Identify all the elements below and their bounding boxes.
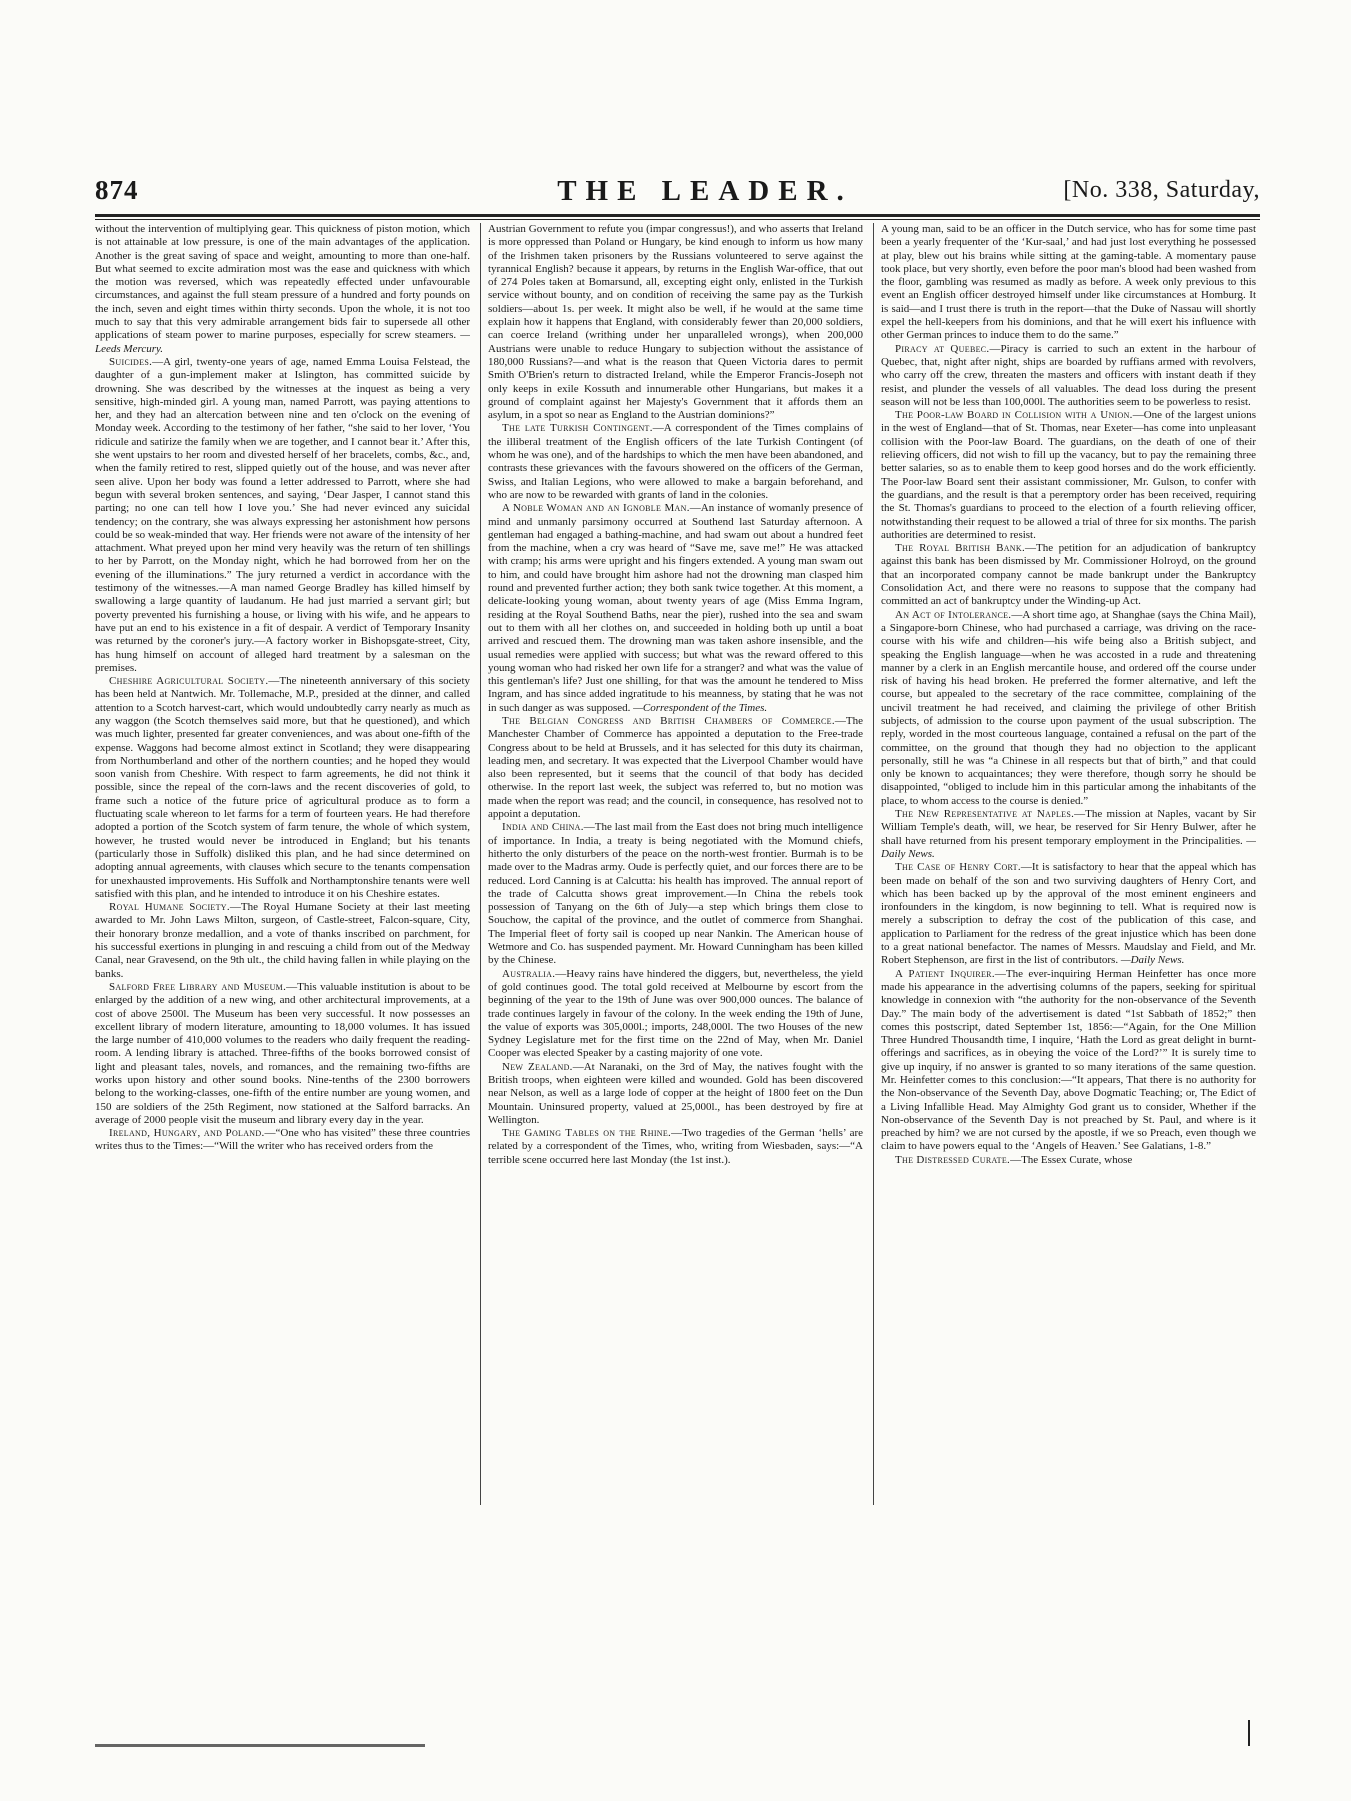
article-heading: A Noble Woman and an Ignoble Man.	[502, 502, 690, 515]
article-body: —At Naranaki, on the 3rd of May, the natives fought with the British troops, when eighteen were killed and wounded. Gold has been discovered near Nelson, as well as a large lode of copper at the height of 1800 feet on the Dun Mountain. Uninsured property, valued at 25,000l., has been destroyed by fire at Wellington.	[488, 1060, 863, 1126]
article-heading: The Gaming Tables on the Rhine.	[502, 1127, 672, 1140]
article-body: —An instance of womanly presence of mind and unmanly parsimony occurred at Southend last Saturday afternoon. A gentleman had engaged a bathing-machine, and had swam out about a hundred feet from the machine, when a cry was heard of “Save me, save me!” He was attacked with cramp; his arms were upright and his fingers extended. A young man swam out to him, and could have brought him ashore had not the drowning man clasped him round and prevented further action; they both sank twice together. At this moment, a delicate-looking young woman, about twenty years of age (Miss Emma Ingram, residing at the Royal Southend Baths, near the pier), rushed into the sea and swam out to them with all her clothes on, and succeeded in holding both up until a boat arrived and rescued them. The drowning man was taken ashore insensible, and the usual remedies were applied with success; but what was the reward offered to this young woman who had risked her own life for a stranger? and what was the value of this gentleman's life? Just one shilling, for that was the amount he tendered to Miss Ingram, and has since added ingratitude to his meanness, by stating that he was not in such danger as was supposed.	[488, 502, 863, 714]
article-source: —Correspondent of the Times.	[633, 701, 768, 714]
article-paragraph	[488, 715, 863, 821]
article-paragraph	[95, 981, 470, 1127]
article-heading: Royal Humane Society.	[109, 901, 230, 914]
column-divider	[480, 223, 481, 1505]
article-body: —A girl, twenty-one years of age, named Emma Louisa Felstead, the daughter of a gun-implement maker at Islington, has committed suicide by drowning. She was described by the witnesses at the inquest as being a very sensitive, high-minded girl. A young man, named Parrott, was paying attentions to her, and they had an altercation between nine and ten o'clock on the evening of Monday week. According to the testimony of her father, “she said to her lover, ‘You ridicule and satirize the family when we are together, and I cannot bear it.’ After this, she went upstairs to her room and divested herself of her bracelets, combs, &c., and, when the family retired to rest, slipped quietly out of the house, and was never after seen alive. Upon her body was found a letter addressed to Parrott, where she had begun with several broken sentences, and saying, ‘Dear Jasper, I cannot stand this parting; no one can tell how I love you.’ She had never evinced any suicidal tendency; on the contrary, she was always expressing her astonishment how persons could be so weak-minded that way. Her friends were not aware of the intensity of her attachment. What preyed upon her mind very heavily was the return of ten shillings to her by Parrott, on the Monday night, which he had borrowed from her on the evening of the illuminations.” The jury returned a verdict in accordance with the testimony of the witnesses.—A man named George Bradley has killed himself by swallowing a large quantity of laudanum. He had just married a servant girl; but poverty prevented his furnishing a house, or living with his wife, and he appears to have put an end to his existence in a fit of despair. A verdict of Temporary Insanity was returned by the coroner's jury.—A factory worker in Bishopsgate-street, City, has hung himself on account of alleged hard treatment by a salesman on the premises.	[95, 355, 470, 674]
article-heading: The Case of Henry Cort.	[895, 861, 1021, 874]
article-body: —The petition for an adjudication of bankruptcy against this bank has been dismissed by Mr. Commissioner Holroyd, on the ground that an incorporated company cannot be made bankrupt under the Bankruptcy Consolidation Act, and there were no reasons to suppose that the company had committed an act of bankruptcy under the Winding-up Act.	[881, 542, 1256, 608]
article-body: —One of the largest unions in the west of England—that of St. Thomas, near Exeter—has come into unpleasant collision with the Poor-law Board. The guardians, on the death of one of their relieving officers, did not wish to fill up the vacancy, but to pay the remaining three better salaries, so as to enable them to keep good horses and do the work efficiently. The Poor-law Board sent their assistant commissioner, Mr. Gulson, to confer with the guardians, and the result is that a peremptory order has been received, requiring the St. Thomas's guardians to proceed to the election of a fourth relieving officer, notwithstanding their request to be allowed a trial of three for six months. The parish authorities are determined to resist.	[881, 409, 1256, 541]
article-paragraph	[488, 1061, 863, 1127]
article-paragraph	[881, 409, 1256, 542]
article-heading: Piracy at Quebec.	[895, 342, 990, 355]
article-body: —A short time ago, at Shanghae (says the China Mail), a Singapore-born Chinese, who had purchased a carriage, was driving on the race-course with his wife and children—his wife being also a British subject, and speaking the English language—when he was accosted in a rude and threatening manner by a clerk in an English mercantile house, and ordered off the course under risk of having his head broken. He preferred the former alternative, and left the course, but appealed to the secretary of the race committee, complaining of the uncivil treatment he had received, and claiming the privilege of other British subjects, of admission to the course upon payment of the usual subscription. The reply, worded in the most courteous language, contained a refusal on the part of the committee, on the ground that though they had no objection to the applicant personally, still he was “a Chinese in all respects but that of birth,” and that could only be known to acquaintances; they were therefore, though sorry he should be disappointed, “obliged to include him in this particular among the inhabitants of the place, to whom access to the course is denied.”	[881, 608, 1256, 807]
article-heading: Suicides.	[109, 355, 153, 368]
article-body: —It is satisfactory to hear that the appeal which has been made on behalf of the son and two surviving daughters of Henry Cort, and which has been backed up by the approval of the most eminent engineers and ironfounders in the kingdom, is now beginning to tell. What is required now is merely a subscription to defray the cost of the publication of this case, and application to Parliament for the redress of the great injustice which has been done to a great national benefactor. The names of Messrs. Maudslay and Field, and Mr. Robert Stephenson, are first in the list of contributors.	[881, 861, 1256, 967]
article-body: —The Royal Humane Society at their last meeting awarded to Mr. John Laws Milton, surgeon, of Castle-street, Falcon-square, City, their honorary bronze medallion, and a vote of thanks inscribed on parchment, for his successful exertions in plunging in and rescuing a child from out of the Medway Canal, near Gravesend, on the 9th ult., the child having fallen in while playing on the banks.	[95, 901, 470, 980]
article-heading: A Patient Inquirer.	[895, 967, 995, 980]
article-paragraph	[881, 223, 1256, 343]
page-number: 874	[95, 175, 139, 205]
article-body: —Heavy rains have hindered the diggers, but, nevertheless, the yield of gold continues good. The total gold received at Melbourne by escort from the beginning of the year to the 19th of June was over 900,000 ounces. The balance of trade continues largely in favour of the colony. In the week ending the 19th of June, the value of exports was 305,000l.; imports, 248,000l. The two Houses of the new Sydney Legislature met for the first time on the 22nd of May, when Mr. Daniel Cooper was elected Speaker by a casting majority of one vote.	[488, 967, 863, 1060]
article-heading: The late Turkish Contingent.	[502, 422, 653, 435]
article-paragraph	[881, 861, 1256, 967]
article-source: —Daily News.	[881, 834, 1256, 860]
article-paragraph	[881, 609, 1256, 808]
article-body: —The Manchester Chamber of Commerce has appointed a deputation to the Free-trade Congress about to be held at Brussels, and it has selected for this duty its chairman, leading men, and secretary. It was expected that the Liverpool Chamber would have also been represented, but it seems that the council of that body has decided otherwise. In the report last week, the subject was referred to, but no motion was made when the report was read; and the council, in consequence, has resolved not to appoint a deputation.	[488, 714, 863, 821]
article-paragraph	[881, 542, 1256, 608]
article-heading: The Poor-law Board in Collision with a Union.	[895, 409, 1133, 422]
article-paragraph	[95, 356, 470, 675]
header-rule-thin	[95, 219, 1260, 220]
article-body: —This valuable institution is about to be enlarged by the addition of a new wing, and other architectural improvements, at a cost of above 2500l. The Museum has been very successful. It now possesses an excellent library of modern literature, amounting to 18,000 volumes. It has issued the large number of 410,000 volumes to the readers who daily frequent the reading-room. A lending library is attached. Three-fifths of the books borrowed consist of light and pleasant tales, novels, and romances, and the remaining two-fifths are works upon history and other sound books. Nine-tenths of the 2300 borrowers belong to the working-classes, one-fifth of the entire number are young women, and 150 are soldiers of the 25th Regiment, now stationed at the Salford barracks. An average of 2000 people visit the museum and library every day in the year.	[95, 980, 470, 1126]
column-divider	[873, 223, 874, 1505]
article-paragraph	[488, 502, 863, 715]
page-header	[95, 175, 1260, 209]
article-body: —The last mail from the East does not bring much intelligence of importance. In India, a treaty is being negotiated with the Momund chiefs, hitherto the only disturbers of the peace on the north-west frontier. Burmah is to be made over to the Madras army. Oude is perfectly quiet, and our forces there are to be reduced. Lord Canning is at Calcutta: his health has improved. The annual report of the trade of Calcutta shows great improvement.—In China the rebels took possession of Tanyang on the 6th of July—a step which brings them close to Souchow, the capital of the province, and the outlet of commerce from Shanghai. The Imperial fleet of forty sail is cooped up near Nankin. The American house of Wetmore and Co. has suspended payment. Mr. Howard Cunningham has been killed by the Chinese.	[488, 821, 863, 967]
article-body: without the intervention of multiplying gear. This quickness of piston motion, which is not attainable at low pressure, is one of the main advantages of the application. Another is the great saving of space and weight, amounting to more than one-half. But what seemed to excite admiration most was the ease and quickness with which the motion was reversed, which was repeatedly effected under unfavourable circumstances, and against the full steam pressure of a hundred and forty pounds on the inch, seven and eight times within thirty seconds. Upon the whole, it is not too much to say that this very admirable arrangement bids fair to supersede all other applications of steam power to marine purposes, especially for screw steamers.	[95, 223, 470, 342]
article-body: —The mission at Naples, vacant by Sir William Temple's death, will, we hear, be reserved for Sir Henry Bulwer, after he shall have returned from his present temporary employment in the Principalities.	[881, 808, 1256, 847]
article-paragraph	[95, 223, 470, 356]
article-paragraph	[95, 675, 470, 901]
article-paragraph	[881, 968, 1256, 1154]
article-heading: Cheshire Agricultural Society.	[109, 675, 269, 688]
article-source: —Leeds Mercury.	[95, 329, 470, 355]
article-paragraph	[95, 1127, 470, 1154]
article-heading: Ireland, Hungary, and Poland.	[109, 1127, 265, 1140]
article-paragraph	[95, 901, 470, 981]
header-rule-thick	[95, 214, 1260, 217]
article-body: —“One who has visited” these three countries writes thus to the Times:—“Will the writer who has received orders from the	[95, 1127, 470, 1153]
article-paragraph	[488, 223, 863, 422]
article-heading: India and China.	[502, 821, 584, 834]
article-heading: Salford Free Library and Museum.	[109, 980, 287, 993]
article-heading: Australia.	[502, 967, 556, 980]
article-body: —A correspondent of the Times complains of the illiberal treatment of the English officers of the late Turkish Contingent (of whom he was one), and of the hardships to which the men have been abandoned, and contrasts these grievances with the favours showered on the officers of the German, Swiss, and Italian Legions, who were allowed to make a bargain beforehand, and who are now to be rewarded with grants of land in the colonies.	[488, 422, 863, 501]
margin-mark	[1248, 1720, 1250, 1746]
article-body: —The nineteenth anniversary of this society has been held at Nantwich. Mr. Tollemache, M.P., presided at the dinner, and called attention to a Scotch harvest-cart, which would undoubtedly carry nearly as much as any waggon (the Scotch themselves said more, but that he questioned), and which was much lighter, presented far greater conveniences, and was about one-fifth of the expense. Waggons had become almost extinct in Scotland; they were disappearing from Northumberland and other of the northern counties; and he hoped they would soon vanish from Cheshire. With respect to farm agreements, he did not think it possible, since the repeal of the corn-laws and the recent discoveries of gold, to frame such a notice of the future price of agricultural produce as to form a fluctuating scale whereon to let farms for a term of fourteen years. He had therefore adopted a portion of the Scotch system of farm tenure, the whole of which system, however, he trusted would never be introduced in England; but his tenants (particularly those in Suffolk) disliked this plan, and he had since determined on adopting annual agreements, with clauses which secure to the tenants compensation for unexhausted improvements. His Suffolk and Northamptonshire tenants were well satisfied with this plan, and he intended to introduce it on his Cheshire estates.	[95, 675, 470, 900]
article-paragraph	[881, 1154, 1256, 1167]
article-source: —Daily News.	[1120, 954, 1185, 967]
article-body: A young man, said to be an officer in the Dutch service, who has for some time past been a yearly frequenter of the ‘Kur-saal,’ and had just lost everything he possessed at play, blew out his brains while sitting at the gaming-table. A momentary pause took place, but very shortly, even before the poor man's blood had been washed from the floor, gambling was resumed as madly as before. A week only previous to this event an English officer destroyed himself under like circumstances at Homburg. It is said—and I trust there is truth in the report—that the Duke of Nassau will shortly expel the hell-keepers from his dominions, and that he will exert his influence with other German princes to induce them to do the same.”	[881, 223, 1256, 342]
article-paragraph	[881, 808, 1256, 861]
column-1	[95, 223, 470, 1505]
article-heading: The Royal British Bank.	[895, 542, 1026, 555]
article-paragraph	[881, 343, 1256, 409]
article-body: —Piracy is carried to such an extent in the harbour of Quebec, that, night after night, ships are boarded by ruffians armed with revolvers, who carry off the crew, threaten the masters and officers with instant death if they resist, and plunder the vessels of all valuables. The dead loss during the present season will not be less than 100,000l. The authorities seem to be powerless to resist.	[881, 342, 1256, 408]
article-paragraph	[488, 821, 863, 967]
article-heading: The Belgian Congress and British Chambers of Commerce.	[502, 714, 835, 727]
article-paragraph	[488, 422, 863, 502]
article-body: —The Essex Curate, whose	[1010, 1153, 1133, 1166]
article-heading: An Act of Intolerance.	[895, 608, 1012, 621]
column-3	[881, 223, 1256, 1505]
article-paragraph	[488, 1127, 863, 1167]
article-body: —Two tragedies of the German ‘hells’ are related by a correspondent of the Times, who, writing from Wiesbaden, says:—“A terrible scene occurred here last Monday (the 1st inst.).	[488, 1127, 863, 1166]
column-2	[488, 223, 863, 1505]
article-body: —The ever-inquiring Herman Heinfetter has once more made his appearance in the advertising columns of the papers, seeking for spiritual knowledge in connexion with “the authority for the non-observance of the Seventh Day.” The main body of the advertisement is dated “1st Sabbath of 1852;” then comes this postscript, dated September 1st, 1856:—“Again, for the One Million Three Hundred Thousandth time, I inquire, ‘Hath the Lord as great delight in burnt-offerings and sacrifices, as in obeying the voice of the Lord?’” It is surely time to give up inquiry, if no answer is granted to so many iterations of the same question. Mr. Heinfetter comes to this conclusion:—“It appears, That there is no authority for the Non-observance of the Seventh Day, above Dogmatic Teaching; or, The Edict of a Living Infallible Head. May Almighty God grant us to consider, Whether if the Non-observance of the Seventh Day is not preached by St. Paul, and where is it preached by him? we are not cursed by the apostle, if we so Preach, even though we claim to have powers equal to the ‘Angels of Heaven.’ See Galatians, 1-8.”	[881, 967, 1256, 1153]
article-heading: New Zealand.	[502, 1060, 573, 1073]
article-heading: The Distressed Curate.	[895, 1153, 1011, 1166]
masthead-title: THE LEADER.	[557, 175, 853, 207]
article-body: Austrian Government to refute you (impar congressus!), and who asserts that Ireland is more oppressed than Poland or Hungary, be kind enough to inform us how many of the Irishmen taken prisoners by the Russians volunteered to serve against the tyrannical English? because it appears, by returns in the English War-office, that out of 274 Poles taken at Bomarsund, all, excepting eight only, enlisted in the Turkish service without bounty, and on condition of receiving the same pay as the Turkish soldiers—about 1s. per week. It might also be well, if he would at the same time explain how it happens that England, with considerably fewer than 20,000 soldiers, can coerce Ireland (writhing under her unparalleled wrongs), when 200,000 Austrians were unable to reduce Hungary to subjection without the assistance of 180,000 Russians?—and what is the reason that Queen Victoria dares to permit Smith O'Brien's return to distracted Ireland, while the Emperor Francis-Joseph not only keeps in exile Kossuth and innumerable other Hungarians, but makes it a ground of complaint against her Majesty's Government that it affords them an asylum, in a spot so near as England to the Austrian dominions?”	[488, 223, 863, 422]
article-paragraph	[488, 968, 863, 1061]
print-smudge	[95, 1744, 425, 1747]
issue-info: [No. 338, Saturday,	[1063, 177, 1260, 203]
article-heading: The New Representative at Naples.	[895, 808, 1075, 821]
